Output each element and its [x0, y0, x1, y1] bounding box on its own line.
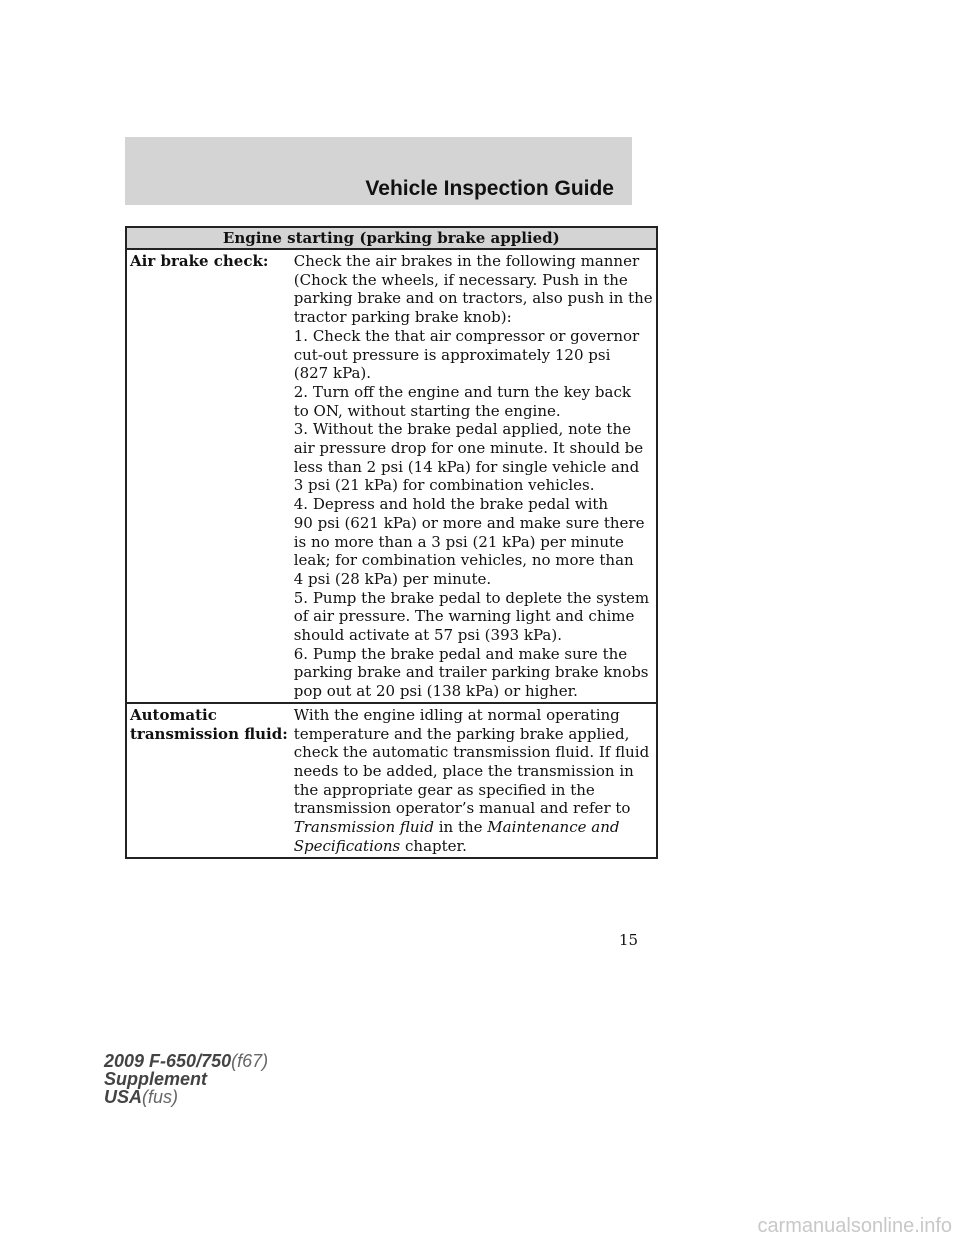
text-line: of air pressure. The warning light and chime — [293, 607, 635, 626]
text-line: to ON, without starting the engine. — [293, 401, 561, 420]
inspection-table — [125, 226, 658, 859]
footer-model-line — [104, 1052, 268, 1070]
text-line: 4. Depress and hold the brake pedal with — [293, 495, 609, 514]
row-label-line: Air brake check: — [130, 252, 269, 270]
text-line: tractor parking brake knob): — [293, 308, 512, 327]
section-header-band — [125, 137, 632, 205]
row-label-line: transmission fluid: — [130, 724, 288, 743]
text-line: less than 2 psi (14 kPa) for single vehicle and — [293, 457, 640, 476]
text-line: 3 psi (21 kPa) for combination vehicles. — [293, 476, 595, 495]
text-line: 90 psi (621 kPa) or more and make sure there — [293, 513, 645, 532]
page-number: 15 — [619, 931, 639, 949]
text-line: parking brake and trailer parking brake knobs — [293, 663, 649, 682]
footer-model: 2009 F-650/750 — [104, 1051, 232, 1071]
text-line: 5. Pump the brake pedal to deplete the system — [293, 588, 650, 607]
manual-reference: Specifications — [293, 836, 401, 855]
manual-reference: Transmission fluid — [293, 818, 434, 837]
table-title: Engine starting (parking brake applied) — [126, 227, 657, 249]
row-description — [291, 703, 657, 858]
text-line: (Chock the wheels, if necessary. Push in the — [293, 270, 628, 289]
reference-connector: in the — [433, 818, 488, 837]
row-description — [291, 249, 657, 703]
footer-region-code: (fus) — [142, 1087, 179, 1107]
text-line: 2. Turn off the engine and turn the key back — [293, 382, 631, 401]
footer-doc: Supplement — [104, 1069, 208, 1089]
text-line: is no more than a 3 psi (21 kPa) per minute — [293, 532, 624, 551]
row-label — [126, 703, 291, 858]
section-title: Vehicle Inspection Guide — [365, 177, 614, 200]
text-line: 1. Check the that air compressor or governor — [293, 326, 640, 345]
row-label — [126, 249, 291, 703]
text-line: parking brake and on tractors, also push in the — [293, 289, 653, 308]
text-line: temperature and the parking brake applied, — [293, 724, 630, 743]
footer-region-line — [104, 1088, 268, 1106]
row-label-line: Automatic — [130, 705, 217, 724]
text-line — [294, 818, 653, 837]
text-line: air pressure drop for one minute. It should be — [293, 439, 644, 458]
table-row — [126, 703, 657, 858]
manual-reference: Maintenance and — [487, 818, 620, 837]
reference-connector: chapter. — [400, 836, 467, 855]
text-line: transmission operator’s manual and refer to — [293, 799, 631, 818]
text-line: leak; for combination vehicles, no more than — [293, 551, 634, 570]
watermark: carmanualsonline.info — [757, 1215, 952, 1237]
text-line: needs to be added, place the transmission in — [293, 761, 634, 780]
footer-model-code: (f67) — [231, 1051, 269, 1071]
text-line: should activate at 57 psi (393 kPa). — [293, 626, 562, 645]
text-line — [294, 837, 653, 856]
text-line: check the automatic transmission fluid. If fluid — [293, 743, 650, 762]
text-line: (827 kPa). — [293, 364, 372, 383]
document-footer — [104, 1052, 268, 1106]
text-line: 3. Without the brake pedal applied, note the — [293, 420, 631, 439]
footer-region: USA — [104, 1087, 143, 1107]
text-line: the appropriate gear as specified in the — [293, 780, 595, 799]
text-line: 4 psi (28 kPa) per minute. — [293, 569, 492, 588]
text-line: With the engine idling at normal operating — [293, 705, 620, 724]
table-row — [126, 249, 657, 703]
text-line: pop out at 20 psi (138 kPa) or higher. — [293, 682, 578, 701]
text-line: 6. Pump the brake pedal and make sure the — [293, 644, 628, 663]
text-line: cut-out pressure is approximately 120 psi — [293, 345, 611, 364]
text-line: Check the air brakes in the following manner — [293, 252, 640, 270]
